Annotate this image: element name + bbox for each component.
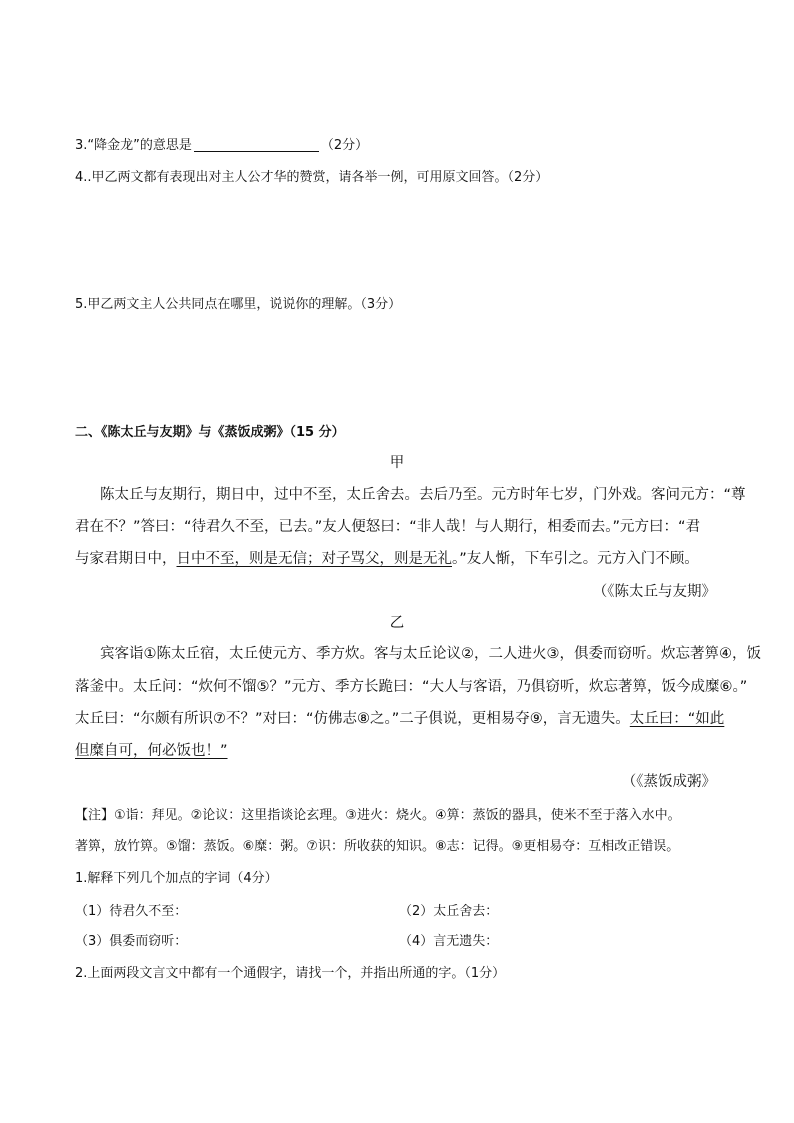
question-1-item-2: （2）太丘舍去： bbox=[399, 904, 499, 919]
passage-yi-source: （《蒸饭成粥》 bbox=[621, 774, 716, 790]
question-1-item-3: （3）俱委而窃听： bbox=[75, 934, 188, 949]
passage-yi-line-3 bbox=[75, 707, 724, 728]
passage-yi-line-2: 落釜中。太丘问：“炊何不馏⑤？”元方、季方长跪曰：“大人与客语，乃俱窃听，炊忘著箅，饭今成糜⑥。” bbox=[75, 679, 748, 695]
underlined-sentence: 太丘曰：“如此 bbox=[629, 711, 725, 727]
question-2: 2.上面两段文言文中都有一个通假字，请找一个，并指出所通的字。（1分） bbox=[75, 966, 506, 981]
passage-jia-line-1: 陈太丘与友期行，期日中，过中不至，太丘舍去。去后乃至。元方时年七岁，门外戏。客问元方：“尊 bbox=[100, 487, 746, 503]
underlined-sentence: 日中不至，则是无信；对子骂父，则是无礼 bbox=[176, 551, 452, 567]
passage-jia-source: （《陈太丘与友期》 bbox=[592, 584, 716, 600]
note-line-2: 著箅，放竹箅。⑤馏：蒸饭。⑥糜：粥。⑦识：所收获的知识。⑧志：记得。⑨更相易夺：互相改正错误。 bbox=[75, 839, 680, 854]
passage-yi-line-1: 宾客诣①陈太丘宿，太丘使元方、季方炊。客与太丘论议②，二人进火③，俱委而窃听。炊忘著箅④，饭 bbox=[100, 646, 761, 662]
question-5: 5.甲乙两文主人公共同点在哪里，说说你的理解。（3分） bbox=[75, 297, 402, 312]
question-1-item-4: （4）言无遗失： bbox=[399, 934, 499, 949]
question-1-item-1: （1）待君久不至： bbox=[75, 904, 188, 919]
passage-yi-line-3-start: 太丘曰：“尔颇有所识⑦不？”对曰：“仿佛志⑧之。”二子俱说，更相易夺⑨，言无遗失。 bbox=[75, 711, 630, 727]
underlined-sentence: 但糜自可，何必饭也！” bbox=[75, 743, 228, 759]
answer-blank bbox=[194, 137, 319, 152]
question-3-score: （2分） bbox=[320, 138, 369, 153]
passage-jia-line-3-end: 。”友人惭，下车引之。元方入门不顾。 bbox=[452, 551, 699, 567]
passage-jia-line-3-start: 与家君期日中， bbox=[75, 551, 177, 567]
note-line-1: 【注】①诣：拜见。②论议：这里指谈论玄理。③进火：烧火。④箅：蒸饭的器具，使米不至于落入水中。 bbox=[75, 808, 681, 823]
question-1: 1.解释下列几个加点的字词（4分） bbox=[75, 871, 278, 886]
passage-jia-line-2: 君在不？”答曰：“待君久不至，已去。”友人便怒曰：“非人哉！与人期行，相委而去。”元方曰：“君 bbox=[75, 519, 701, 535]
question-3 bbox=[75, 134, 368, 153]
section-title: 二、《陈太丘与友期》与《蒸饭成粥》（15 分） bbox=[75, 425, 345, 440]
passage-yi-label: 乙 bbox=[389, 615, 405, 631]
passage-jia-line-3 bbox=[75, 547, 699, 568]
question-4: 4..甲乙两文都有表现出对主人公才华的赞赏，请各举一例，可用原文回答。（2分） bbox=[75, 170, 549, 185]
question-3-text: 3.“降金龙”的意思是 bbox=[75, 138, 192, 153]
passage-yi-line-4 bbox=[75, 739, 228, 760]
passage-jia-label: 甲 bbox=[389, 455, 405, 471]
